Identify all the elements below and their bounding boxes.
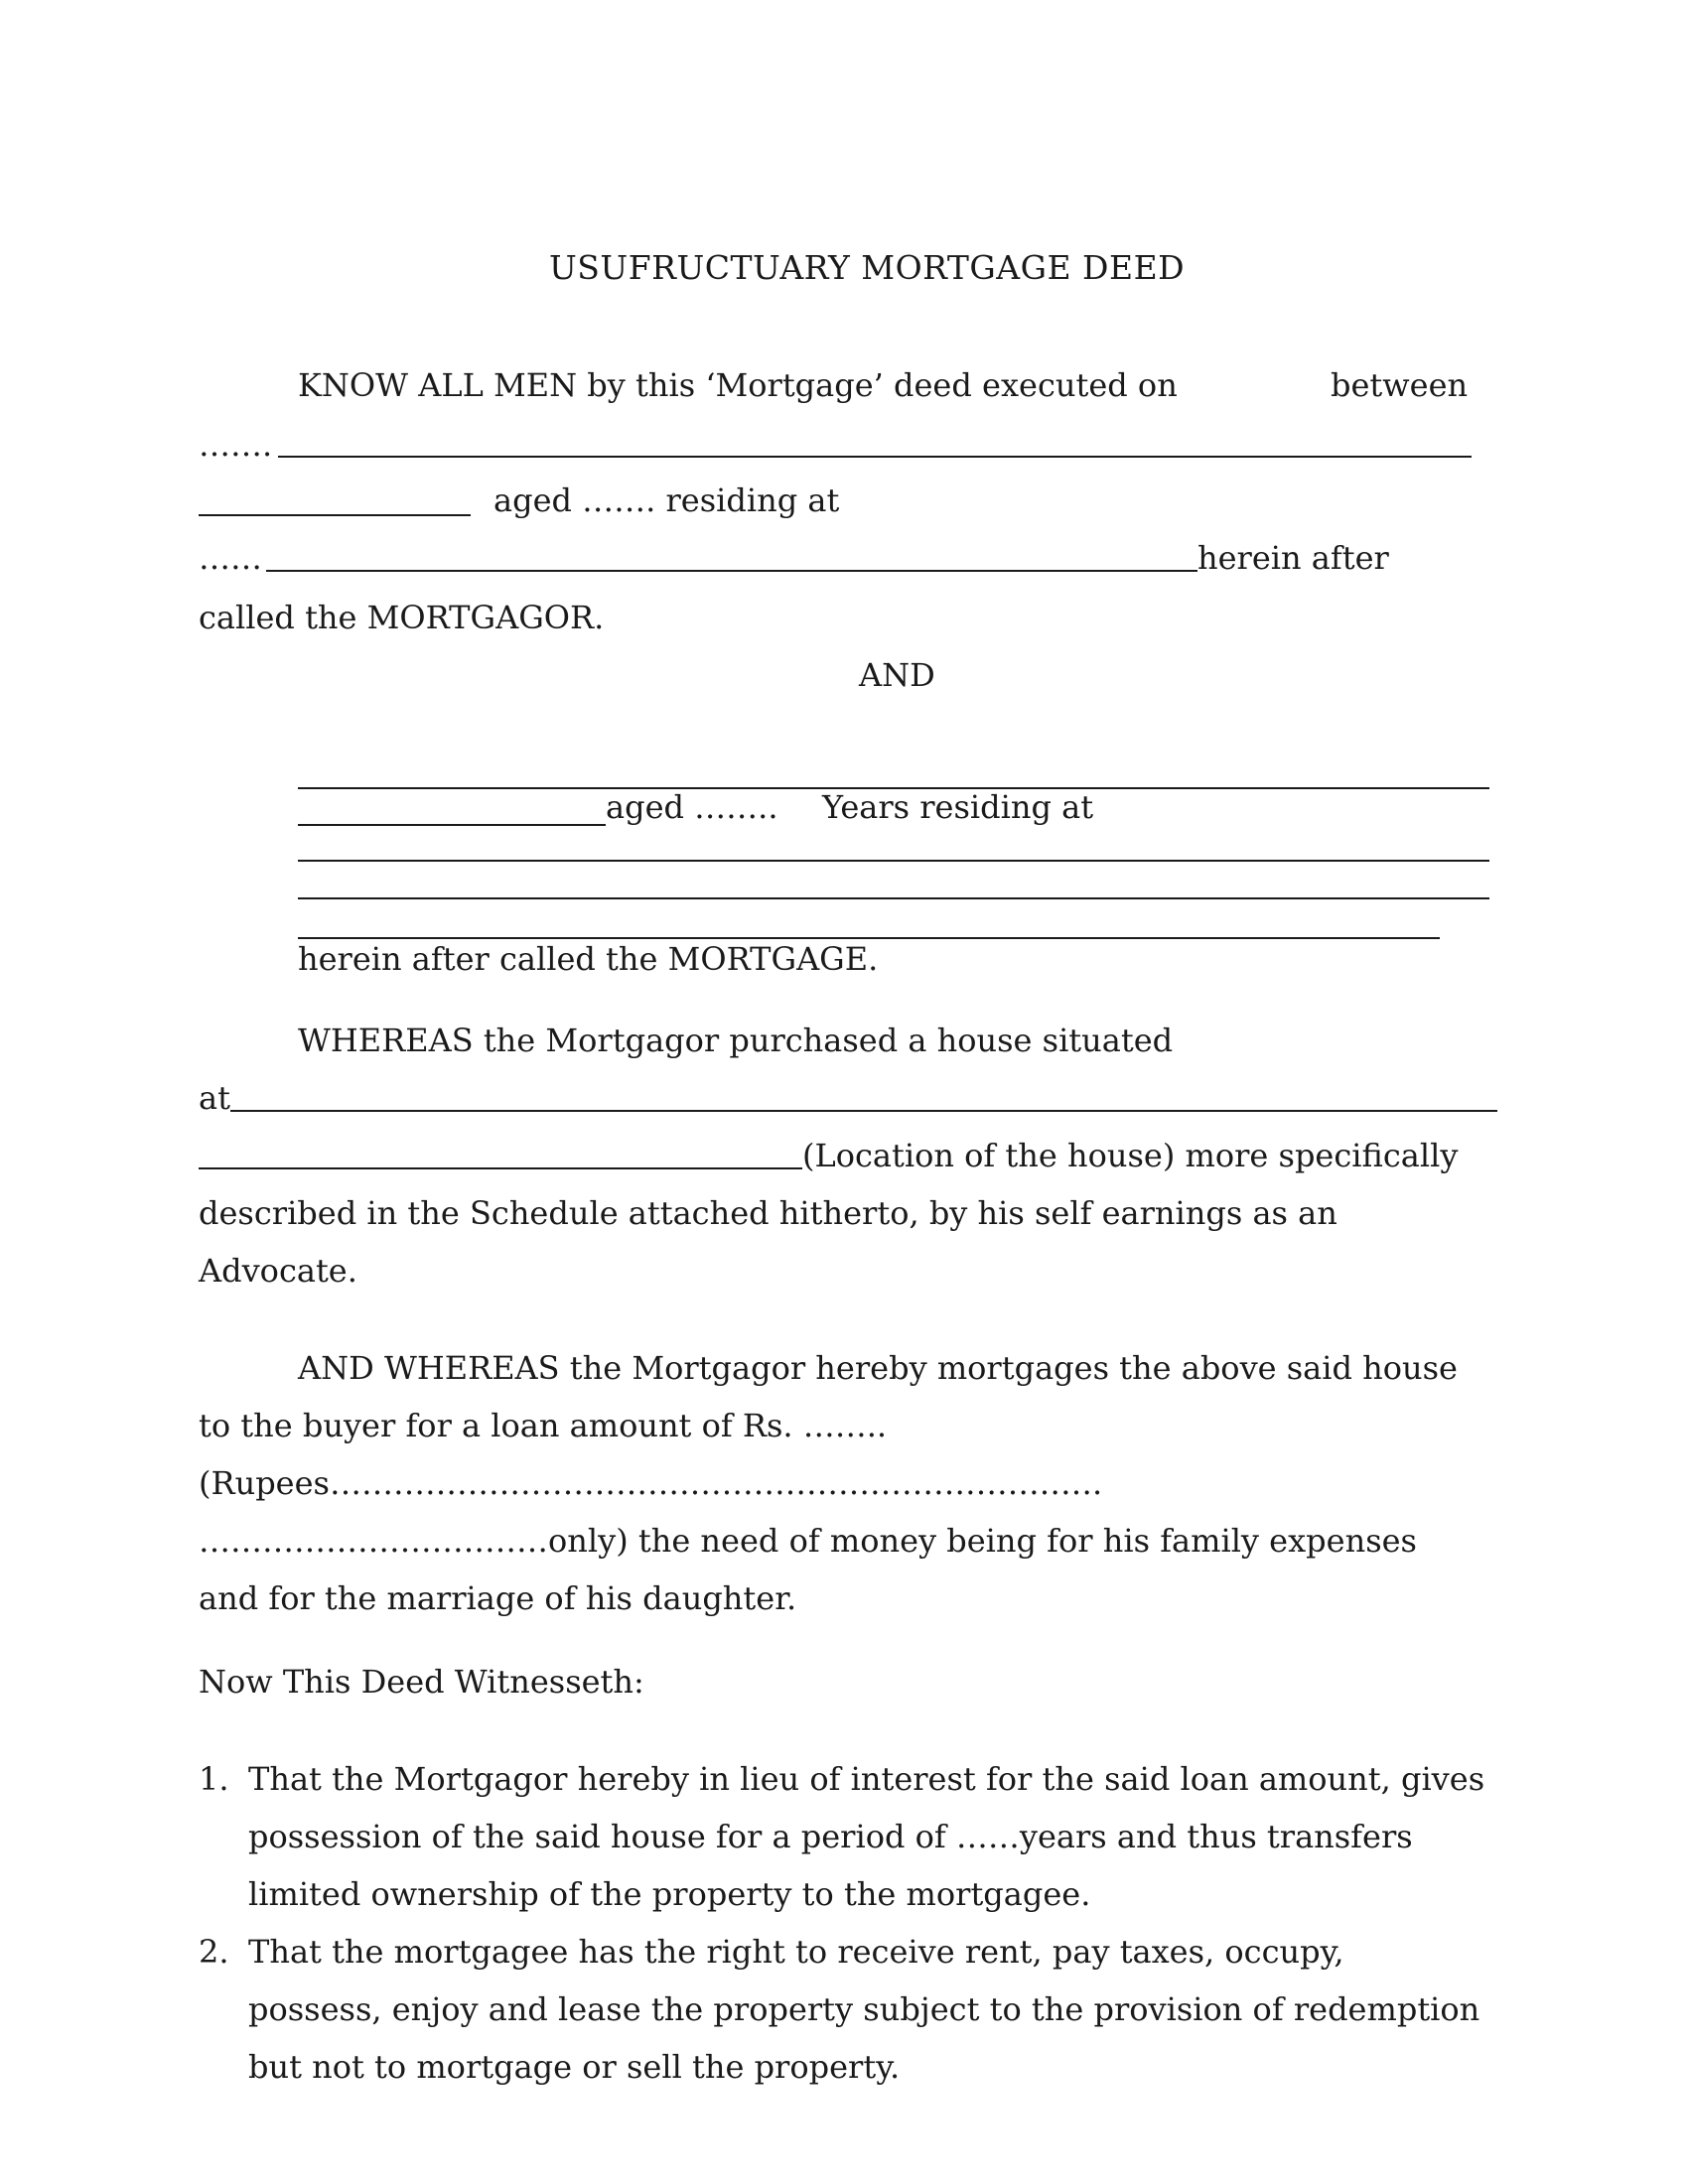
- house-location-blank-2: [199, 1167, 802, 1169]
- intro-text: KNOW ALL MEN by this ‘Mortgage’ deed executed on: [298, 366, 1178, 404]
- whereas-2-line-3: (Rupees……………………………………………………………….: [199, 1464, 1103, 1502]
- clause-2-line-2: possess, enjoy and lease the property subject to the provision of redemption: [248, 1990, 1480, 2028]
- second-party-aged: aged ……..: [606, 788, 778, 826]
- whereas-2-line-2: to the buyer for a loan amount of Rs. ……..: [199, 1407, 888, 1444]
- mortgagee-name-blank-2: [298, 824, 606, 826]
- clause-1-line-3: limited ownership of the property to the mortgagee.: [248, 1875, 1091, 1913]
- second-party-years-residing: Years residing at: [822, 788, 1094, 826]
- mortgagor-name-blank: [278, 456, 1472, 458]
- clause-2-line-3: but not to mortgage or sell the property.: [248, 2048, 901, 2086]
- mortgagor-address-blank: [266, 570, 1197, 572]
- whereas-1-line-4: Advocate.: [199, 1252, 357, 1290]
- clause-1-number: 1.: [199, 1760, 229, 1798]
- clause-1-line-2: possession of the said house for a period of ……years and thus transfers: [248, 1818, 1413, 1855]
- whereas-2-line-4: ……………………………only) the need of money being for his family expenses: [199, 1522, 1417, 1560]
- mortgagee-address-blank-2: [298, 897, 1489, 899]
- whereas-2-line-5: and for the marriage of his daughter.: [199, 1579, 797, 1617]
- whereas-1-line-3: described in the Schedule attached hitherto, by his self earnings as an: [199, 1194, 1337, 1232]
- intro-aged-residing: aged ……. residing at: [493, 481, 840, 519]
- clause-2-number: 2.: [199, 1933, 229, 1971]
- intro-between: between: [1331, 366, 1469, 404]
- second-party-called-mortgage: herein after called the MORTGAGE.: [298, 940, 879, 978]
- intro-herein-after: herein after: [1197, 539, 1389, 577]
- clause-1-line-1: That the Mortgagor hereby in lieu of interest for the said loan amount, gives: [248, 1760, 1485, 1798]
- whereas-1-line-1: WHEREAS the Mortgagor purchased a house situated: [298, 1022, 1174, 1059]
- house-location-blank: [230, 1110, 1497, 1112]
- witnesseth-heading: Now This Deed Witnesseth:: [199, 1663, 644, 1701]
- clause-2-line-1: That the mortgagee has the right to receive rent, pay taxes, occupy,: [248, 1933, 1344, 1971]
- whereas-1-at: at: [199, 1079, 230, 1117]
- mortgagee-address-blank-1: [298, 860, 1489, 862]
- intro-called-mortgagor: called the MORTGAGOR.: [199, 599, 605, 636]
- whereas-2-line-1: AND WHEREAS the Mortgagor hereby mortgages the above said house: [298, 1349, 1458, 1387]
- whereas-1-location: (Location of the house) more specifically: [802, 1137, 1459, 1174]
- and-separator: AND: [859, 656, 935, 694]
- intro-dots-1: …….: [199, 426, 273, 464]
- intro-dots-2: ……: [199, 539, 262, 577]
- document-title: USUFRUCTUARY MORTGAGE DEED: [549, 248, 1186, 287]
- mortgagor-name-blank-2: [199, 514, 471, 516]
